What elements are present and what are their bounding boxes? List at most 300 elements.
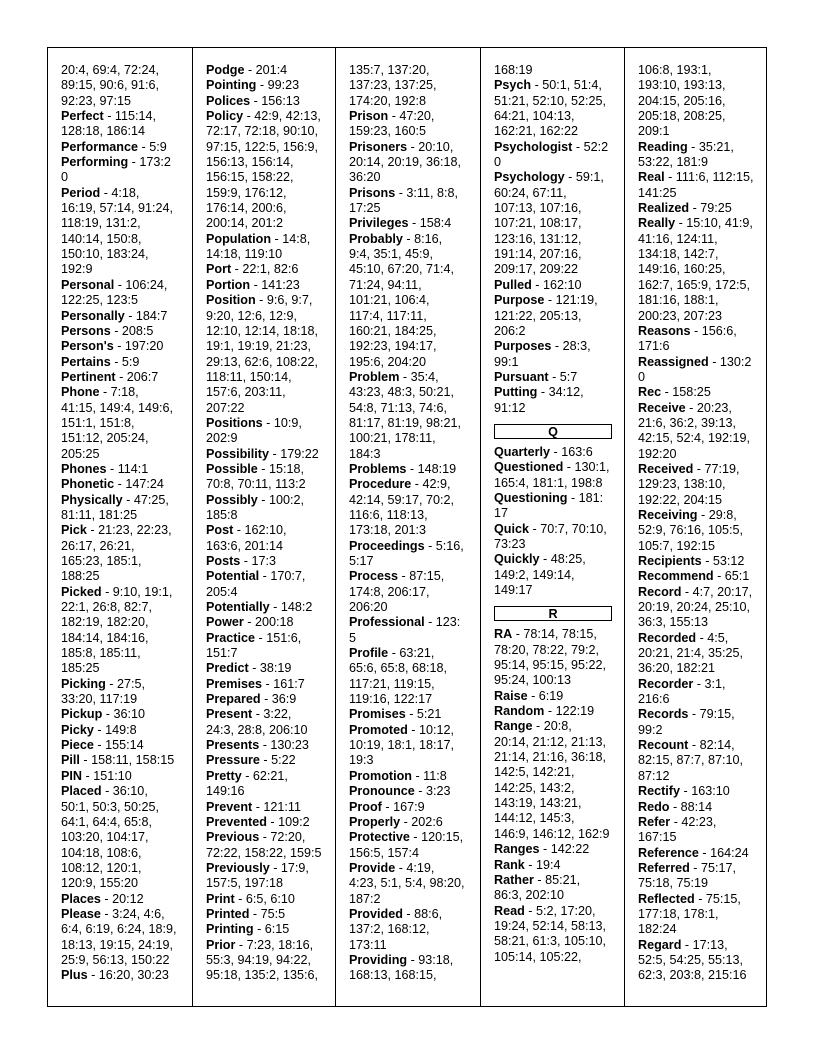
index-term: Provide <box>349 860 396 875</box>
index-entry <box>206 769 329 784</box>
page-line-references: - 148:19 <box>406 461 457 476</box>
index-term: Promoted <box>349 722 408 737</box>
page-line-references: 92:23, 97:15 <box>61 93 132 108</box>
page-line-references: - 65:1 <box>713 569 750 584</box>
index-entry <box>349 907 474 922</box>
index-entry-continuation <box>349 124 474 139</box>
index-term: Picking <box>61 676 106 691</box>
page-line-references: 160:21, 184:25, <box>349 323 437 338</box>
index-entry-continuation <box>638 539 762 554</box>
index-term: Perfect <box>61 109 104 124</box>
index-entry-continuation <box>494 781 618 796</box>
index-entry <box>206 447 329 462</box>
index-entry-continuation <box>61 124 186 139</box>
index-entry-continuation <box>349 247 474 262</box>
page-line-references: - 15:10, 41:9, <box>675 216 753 231</box>
index-term: Records <box>638 707 689 722</box>
index-entry-continuation <box>61 953 186 968</box>
index-entry-continuation <box>638 600 762 615</box>
page-line-references: 108:12, 120:1, <box>61 860 142 875</box>
index-entry-continuation <box>61 800 186 815</box>
index-entry <box>61 585 186 600</box>
page-line-references: - 93:18, <box>407 952 454 967</box>
index-entry-continuation <box>638 477 762 492</box>
index-entry-continuation <box>494 216 618 231</box>
page-line-references: 165:23, 185:1, <box>61 554 142 568</box>
index-term: Read <box>494 903 525 918</box>
index-entry-continuation <box>206 247 329 262</box>
index-entry-continuation <box>494 506 618 521</box>
index-entry-continuation <box>638 661 762 676</box>
index-term: Raise <box>494 688 528 703</box>
page-line-references: 185:25 <box>61 661 100 676</box>
index-entry-continuation <box>638 646 762 661</box>
page-line-references: - 202:6 <box>400 814 443 829</box>
index-term: Port <box>206 262 232 277</box>
page-line-references: 17:25 <box>349 201 381 216</box>
page-line-references: - 161:7 <box>262 676 305 691</box>
page-line-references: 184:3 <box>349 446 381 461</box>
index-entry-continuation <box>61 63 186 78</box>
index-term: Professional <box>349 615 425 630</box>
index-entry <box>349 539 474 554</box>
page-line-references: - 130:23 <box>259 738 309 753</box>
page-line-references: 36:20 <box>349 170 381 185</box>
page-line-references: - 7:18, <box>99 385 139 400</box>
index-entry <box>206 262 329 277</box>
index-entry-continuation <box>206 385 329 400</box>
page-line-references: - 88:14 <box>669 799 713 814</box>
index-entry-continuation <box>349 63 474 78</box>
index-entry-continuation <box>494 827 618 842</box>
index-entry <box>494 491 618 506</box>
page-line-references: 192:22, 204:15 <box>638 492 723 507</box>
index-term: Population <box>206 231 272 246</box>
page-line-references: 120:9, 155:20 <box>61 876 139 891</box>
index-entry-continuation <box>638 78 762 93</box>
index-entry <box>494 704 618 719</box>
index-term: Prisoners <box>349 139 408 154</box>
page-line-references: 216:6 <box>638 692 670 707</box>
page-line-references: - 17:13, <box>681 937 728 952</box>
index-entry-continuation <box>206 216 329 231</box>
index-term: Plus <box>61 968 88 983</box>
page-line-references: 209:1 <box>638 124 670 139</box>
page-line-references: - 42:23, <box>670 814 717 829</box>
page-line-references: 55:3, 94:19, 94:22, <box>206 952 312 967</box>
page-line-references: - 151:10 <box>82 768 132 783</box>
page-line-references: - 208:5 <box>110 323 154 338</box>
index-term: Profile <box>349 646 389 661</box>
index-entry-continuation <box>349 585 474 600</box>
index-entry <box>206 707 329 722</box>
index-entry-continuation <box>638 723 762 738</box>
index-entry-continuation <box>494 673 618 688</box>
index-term: Prepared <box>206 692 261 707</box>
page-line-references: - 121:11 <box>252 799 301 814</box>
index-entry <box>494 858 618 873</box>
page-line-references: - 163:10 <box>680 784 730 799</box>
index-term: Practice <box>206 630 256 645</box>
page-line-references: 173:18, 201:3 <box>349 523 427 538</box>
index-term: Policy <box>206 109 244 124</box>
page-line-references: - 42:9, 42:13, <box>243 109 321 124</box>
index-entry <box>349 769 474 784</box>
index-entry-continuation <box>61 539 186 554</box>
index-entry-continuation <box>494 919 618 934</box>
index-term: Random <box>494 704 545 719</box>
page-line-references: 142:5, 142:21, <box>494 765 575 780</box>
index-entry-continuation <box>638 692 762 707</box>
index-term: Persons <box>61 323 111 338</box>
index-entry-continuation <box>206 968 329 983</box>
index-term: Receive <box>638 400 686 415</box>
page-line-references: - 7:23, 18:16, <box>235 937 314 952</box>
index-term: Pickup <box>61 707 103 722</box>
index-entry <box>494 460 618 475</box>
page-line-references: - 47:20, <box>388 109 435 124</box>
index-entry <box>494 278 618 293</box>
page-line-references: 73:23 <box>494 536 526 551</box>
index-entry <box>61 738 186 753</box>
index-entry-continuation <box>494 247 618 262</box>
index-term: Putting <box>494 385 538 400</box>
index-entry-continuation <box>349 339 474 354</box>
index-entry <box>349 615 474 630</box>
index-term: Pursuant <box>494 369 549 384</box>
index-entry-continuation <box>349 876 474 891</box>
index-entry-continuation <box>494 934 618 949</box>
index-entry-continuation <box>638 416 762 431</box>
page-line-references: - 27:5, <box>105 676 145 691</box>
index-entry-continuation <box>638 615 762 630</box>
index-entry-continuation <box>61 508 186 523</box>
index-entry-continuation <box>638 370 762 385</box>
index-entry-continuation <box>638 278 762 293</box>
index-term: Promotion <box>349 768 412 783</box>
index-entry <box>638 140 762 155</box>
page-line-references: - 184:7 <box>124 308 168 323</box>
page-line-references: 81:17, 81:19, 98:21, <box>349 415 462 430</box>
index-entry-continuation <box>206 155 329 170</box>
page-line-references: - 4:18, <box>100 185 140 200</box>
index-entry <box>206 462 329 477</box>
index-entry-continuation <box>638 830 762 845</box>
index-entry <box>638 738 762 753</box>
page-line-references: - 75:5 <box>249 906 286 921</box>
index-term: Reference <box>638 845 699 860</box>
page-line-references: 19:1, 19:19, 21:23, <box>206 339 312 354</box>
index-entry-continuation <box>638 124 762 139</box>
page-line-references: 97:15, 122:5, 156:9, <box>206 139 319 154</box>
index-entry-continuation <box>206 401 329 416</box>
page-line-references: - 5:21 <box>405 707 442 722</box>
page-line-references: 0 <box>638 369 646 384</box>
page-line-references: 121:22, 205:13, <box>494 308 582 323</box>
index-term: Proceedings <box>349 538 425 553</box>
index-column-3 <box>335 48 480 1006</box>
page-line-references: 17 <box>494 506 509 521</box>
page-line-references: 188:25 <box>61 569 100 584</box>
page-line-references: - 48:25, <box>539 552 586 567</box>
index-entry-continuation <box>349 938 474 953</box>
page-line-references: 205:25 <box>61 446 100 461</box>
page-line-references: 29:13, 62:6, 108:22, <box>206 354 319 369</box>
page-line-references: 18:13, 19:15, 24:19, <box>61 937 174 952</box>
index-entry-continuation <box>349 677 474 692</box>
index-entry <box>206 938 329 953</box>
index-entry-continuation <box>61 94 186 109</box>
page-line-references: - 3:23 <box>414 784 451 799</box>
page-line-references: 137:2, 168:12, <box>349 922 430 937</box>
index-entry-continuation <box>206 508 329 523</box>
index-entry <box>206 232 329 247</box>
index-entry-continuation <box>349 262 474 277</box>
page-line-references: 142:25, 143:2, <box>494 780 575 795</box>
index-entry <box>61 309 186 324</box>
index-term: Picky <box>61 722 94 737</box>
page-line-references: - 149:8 <box>93 722 137 737</box>
page-line-references: 99:2 <box>638 722 663 737</box>
index-term: Possibility <box>206 446 269 461</box>
index-entry-continuation <box>349 385 474 400</box>
page-line-references: - 197:20 <box>113 339 164 354</box>
index-entry <box>638 815 762 830</box>
index-entry-continuation <box>349 892 474 907</box>
section-letter-heading: Q <box>494 424 612 439</box>
index-entry-continuation <box>61 201 186 216</box>
index-entry-continuation <box>638 769 762 784</box>
index-entry-continuation <box>494 124 618 139</box>
index-term: Physically <box>61 492 123 507</box>
index-term: Potentially <box>206 600 270 615</box>
index-term: Quarterly <box>494 444 550 459</box>
index-entry-continuation <box>206 140 329 155</box>
page-line-references: 64:1, 64:4, 65:8, <box>61 814 153 829</box>
index-term: Print <box>206 891 235 906</box>
page-line-references: - 5:2, 17:20, <box>524 903 596 918</box>
index-term: Purpose <box>494 293 545 308</box>
index-entry <box>206 677 329 692</box>
index-entry-continuation <box>349 661 474 676</box>
index-entry <box>638 707 762 722</box>
page-line-references: - 53:12 <box>701 554 745 568</box>
index-entry-continuation <box>638 968 762 983</box>
index-entry-continuation <box>61 554 186 569</box>
page-line-references: 58:21, 61:3, 105:10, <box>494 934 607 949</box>
page-line-references: 12:10, 12:14, 18:18, <box>206 323 319 338</box>
index-term: Recount <box>638 738 689 753</box>
index-entry <box>61 892 186 907</box>
index-term: Purposes <box>494 339 552 354</box>
page-line-references: 6:4, 6:19, 6:24, 18:9, <box>61 922 177 937</box>
page-line-references: - 9:6, 9:7, <box>255 293 313 308</box>
index-entry-continuation <box>638 493 762 508</box>
page-line-references: - 87:15, <box>398 569 445 584</box>
index-entry-continuation <box>349 278 474 293</box>
index-entry-continuation <box>494 950 618 965</box>
index-entry-continuation <box>349 324 474 339</box>
index-term: Power <box>206 615 244 630</box>
index-entry-continuation <box>349 201 474 216</box>
page-line-references: - 20:12 <box>100 891 144 906</box>
index-entry <box>638 554 762 569</box>
index-entry <box>349 216 474 231</box>
index-term: Rec <box>638 385 662 400</box>
page-line-references: 26:17, 26:21, <box>61 538 135 553</box>
index-entry <box>61 907 186 922</box>
index-entry-continuation <box>638 247 762 262</box>
index-entry <box>349 232 474 247</box>
index-entry <box>206 692 329 707</box>
index-entry-continuation <box>494 186 618 201</box>
page-line-references: 146:9, 146:12, 162:9 <box>494 826 610 841</box>
page-line-references: 174:20, 192:8 <box>349 93 427 108</box>
index-term: Protective <box>349 830 410 845</box>
index-entry <box>206 661 329 676</box>
page-line-references: 53:22, 181:9 <box>638 155 709 170</box>
index-entry-continuation <box>206 309 329 324</box>
page-line-references: - 15:18, <box>257 461 305 476</box>
page-line-references: - 22:1, 82:6 <box>231 262 299 277</box>
page-line-references: 20:21, 21:4, 35:25, <box>638 646 744 661</box>
page-line-references: 151:7 <box>206 646 238 661</box>
page-line-references: 200:23, 207:23 <box>638 308 723 323</box>
page-line-references: - 79:15, <box>688 707 735 722</box>
index-term: Refer <box>638 814 671 829</box>
index-entry-continuation <box>494 109 618 124</box>
page-line-references: - 158:4 <box>408 216 452 231</box>
page-line-references: 149:16, 160:25, <box>638 262 726 277</box>
index-entry <box>494 170 618 185</box>
index-entry-continuation <box>494 324 618 339</box>
page-line-references: 10:19, 18:1, 18:17, <box>349 738 455 753</box>
page-line-references: 165:4, 181:1, 198:8 <box>494 475 603 490</box>
index-term: Regard <box>638 937 682 952</box>
index-term: Polices <box>206 93 251 108</box>
index-term: Portion <box>206 277 251 292</box>
page-line-references: - 63:21, <box>388 646 435 661</box>
index-entry <box>494 522 618 537</box>
index-entry <box>206 615 329 630</box>
index-entry <box>206 109 329 124</box>
page-line-references: 118:11, 150:14, <box>206 369 292 384</box>
index-entry <box>494 385 618 400</box>
page-line-references: - 121:19, <box>544 293 598 308</box>
page-line-references: - 38:19 <box>248 661 292 676</box>
index-entry-continuation <box>61 216 186 231</box>
index-entry-continuation <box>61 861 186 876</box>
index-term: Prevent <box>206 799 253 814</box>
index-term: Promises <box>349 707 406 722</box>
page-line-references: 81:11, 181:25 <box>61 507 138 522</box>
index-term: PIN <box>61 768 82 783</box>
index-term: Real <box>638 170 665 185</box>
page-line-references: 42:15, 52:4, 192:19, <box>638 431 751 446</box>
page-line-references: 202:9 <box>206 431 238 446</box>
index-entry <box>494 445 618 460</box>
page-line-references: 192:9 <box>61 262 93 277</box>
index-entry <box>61 140 186 155</box>
index-entry-continuation <box>349 692 474 707</box>
index-entry-continuation <box>638 309 762 324</box>
page-line-references: 36:20, 182:21 <box>638 661 716 676</box>
page-line-references: 86:3, 202:10 <box>494 888 565 903</box>
index-entry-continuation <box>61 815 186 830</box>
page-line-references: 72:22, 158:22, 159:5 <box>206 845 322 860</box>
page-line-references: 62:3, 203:8, 215:16 <box>638 968 747 983</box>
page-line-references: - 17:3 <box>240 554 276 568</box>
page-line-references: - 158:25 <box>661 385 711 400</box>
index-entry-continuation <box>349 753 474 768</box>
page-line-references: - 173:2 <box>128 155 171 170</box>
index-entry <box>61 677 186 692</box>
index-entry <box>61 462 186 477</box>
index-entry-continuation <box>206 339 329 354</box>
index-term: Post <box>206 523 234 538</box>
index-entry-continuation <box>349 523 474 538</box>
index-term: Pill <box>61 753 80 768</box>
page-line-references: 206:2 <box>494 323 526 338</box>
index-entry-continuation <box>494 401 618 416</box>
page-line-references: 22:1, 26:8, 82:7, <box>61 600 153 615</box>
index-term: Printed <box>206 906 250 921</box>
index-entry <box>638 170 762 185</box>
page-line-references: - 36:10, <box>101 784 148 799</box>
page-line-references: 140:14, 150:8, <box>61 231 142 246</box>
index-entry <box>206 922 329 937</box>
index-term: Quick <box>494 521 529 536</box>
page-line-references: - 142:22 <box>539 842 590 857</box>
index-entry <box>638 201 762 216</box>
page-line-references: 191:14, 207:16, <box>494 247 582 262</box>
index-entry <box>61 753 186 768</box>
page-line-references: - 14:8, <box>271 231 311 246</box>
page-line-references: 168:19 <box>494 63 533 77</box>
index-entry-continuation <box>206 477 329 492</box>
index-entry <box>61 784 186 799</box>
index-entry <box>206 892 329 907</box>
page-line-references: - 106:24, <box>114 277 168 292</box>
page-line-references: - 6:5, 6:10 <box>234 891 295 906</box>
page-line-references: 143:19, 143:21, <box>494 796 582 811</box>
index-entry <box>206 569 329 584</box>
index-term: Recorder <box>638 676 694 691</box>
page-line-references: 52:5, 54:25, 55:13, <box>638 952 744 967</box>
index-entry <box>349 569 474 584</box>
index-entry-continuation <box>349 493 474 508</box>
page-line-references: 20:14, 21:12, 21:13, <box>494 734 607 749</box>
page-line-references: - 114:1 <box>106 461 149 476</box>
page-line-references: 150:10, 183:24, <box>61 247 149 262</box>
index-term: Rather <box>494 872 534 887</box>
index-entry-continuation <box>494 735 618 750</box>
index-entry <box>206 416 329 431</box>
index-entry <box>206 815 329 830</box>
index-term: Position <box>206 293 256 308</box>
index-entry <box>206 753 329 768</box>
page-line-references: 205:18, 208:25, <box>638 109 726 124</box>
index-term: Present <box>206 707 253 722</box>
index-entry <box>638 462 762 477</box>
page-line-references: 5 <box>349 630 357 645</box>
index-entry <box>61 186 186 201</box>
page-line-references: 151:1, 151:8, <box>61 415 135 430</box>
page-line-references: 100:21, 178:11, <box>349 431 436 446</box>
index-term: Realized <box>638 201 690 216</box>
page-line-references: 89:15, 90:6, 91:6, <box>61 78 160 93</box>
page-line-references: 185:8 <box>206 507 238 522</box>
